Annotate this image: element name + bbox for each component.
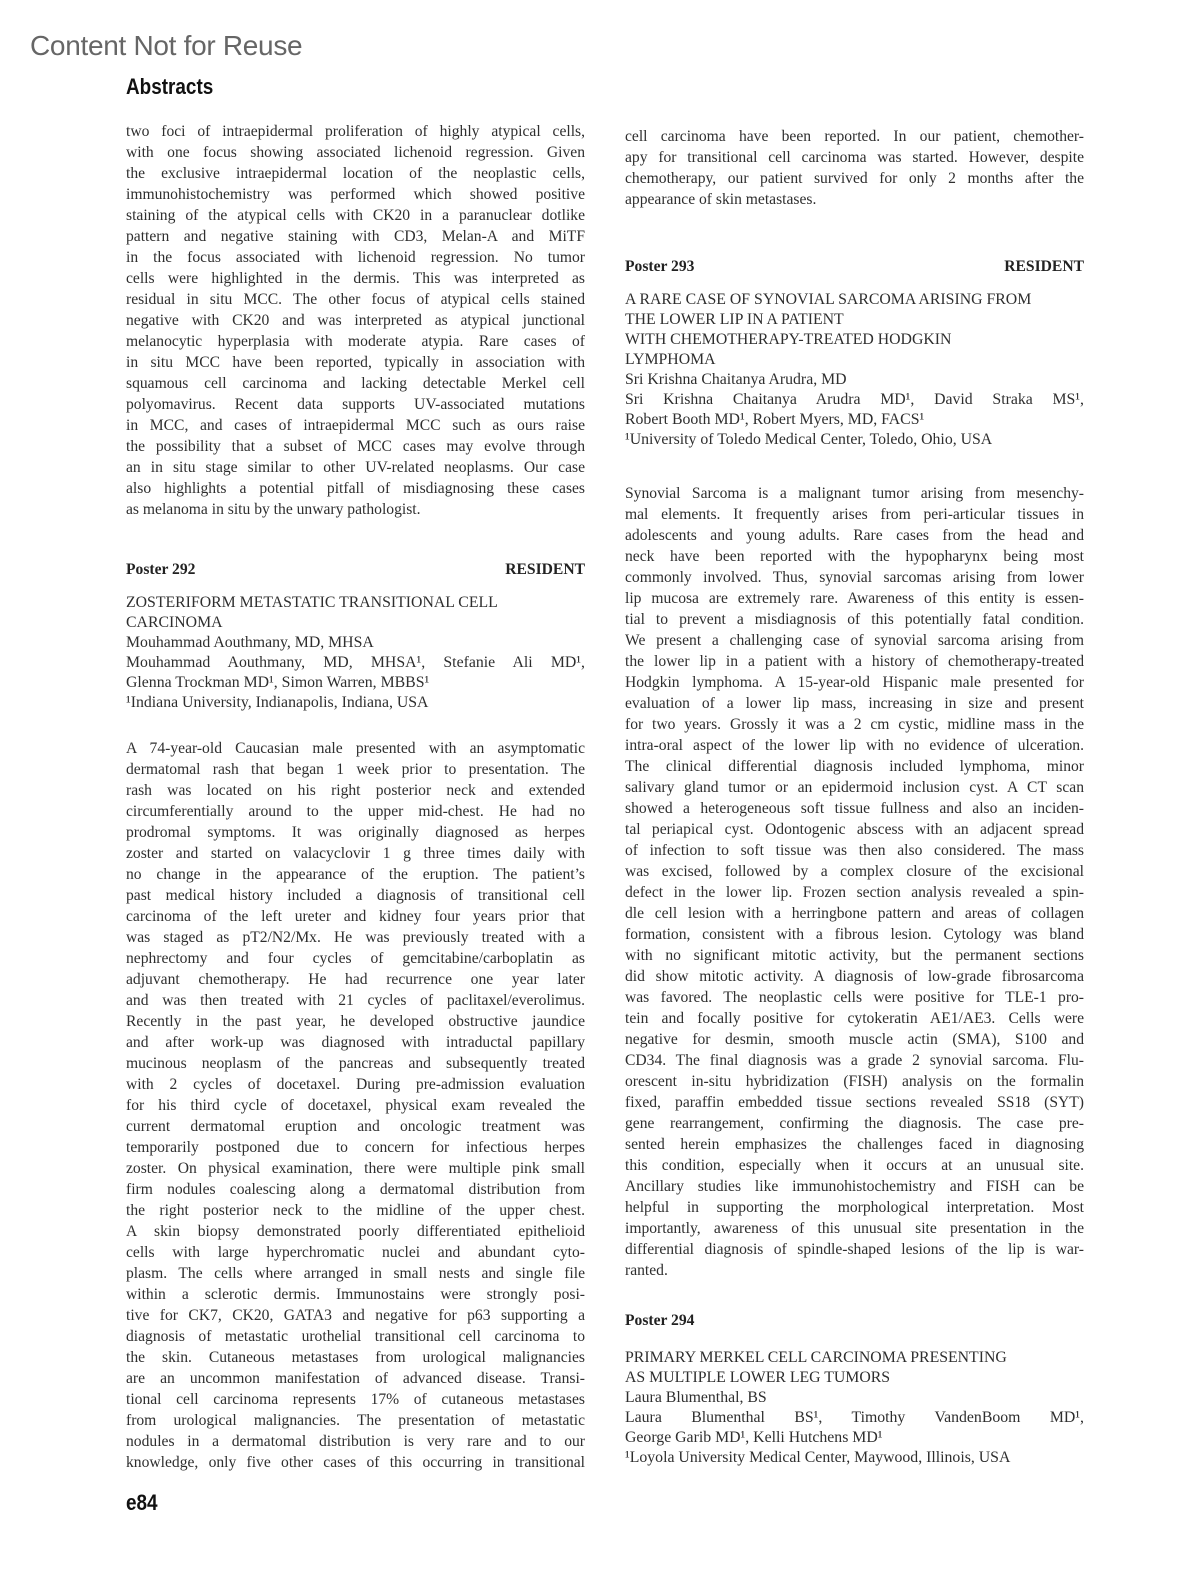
poster-293-title [625, 290, 1084, 370]
poster-label: Poster 293 [625, 258, 695, 275]
text-line: and after work-up was diagnosed with intraductal papillary [126, 1034, 585, 1051]
affiliation: ¹Indiana University, Indianapolis, Indiana, USA [126, 694, 429, 711]
text-line: helpful in supporting the morphological interpretation. Most [625, 1199, 1084, 1216]
presenter: Sri Krishna Chaitanya Arudra, MD [625, 371, 847, 388]
text-line: with no significant mitotic activity, but the permanent sections [625, 947, 1084, 964]
presenter: Mouhammad Aouthmany, MD, MHSA [126, 634, 374, 651]
text-line: commonly involved. Thus, synovial sarcomas arising from lower [625, 569, 1084, 586]
text-line: the possibility that a subset of MCC cases may evolve through [126, 438, 585, 455]
text-line: in MCC, and cases of intraepidermal MCC such as ours raise [126, 417, 585, 434]
text-line: gene rearrangement, confirming the diagnosis. The case pre- [625, 1115, 1084, 1132]
text-line: was favored. The neoplastic cells were positive for TLE-1 pro- [625, 989, 1084, 1006]
text-line: tial to prevent a misdiagnosis of this potentially fatal condition. [625, 611, 1084, 628]
presenter: Laura Blumenthal, BS [625, 1389, 767, 1406]
text-line: this condition, especially when it occurs at an unusual site. [625, 1157, 1084, 1174]
resident-badge: RESIDENT [505, 561, 585, 578]
text-line: nodules in a dermatomal distribution is very rare and to our [126, 1433, 585, 1450]
text-line: chemotherapy, our patient survived for only 2 months after the [625, 170, 1084, 187]
text-line: staining of the atypical cells with CK20 in a paranuclear dotlike [126, 207, 585, 224]
text-line: rash was located on his right posterior neck and extended [126, 782, 585, 799]
text-line: mucinous neoplasm of the pancreas and subsequently treated [126, 1055, 585, 1072]
text-line: dle cell lesion with a herringbone pattern and areas of collagen [625, 905, 1084, 922]
page-number: e84 [126, 1490, 158, 1515]
text-line: tional cell carcinoma represents 17% of cutaneous metastases [126, 1391, 585, 1408]
title-line: LYMPHOMA [625, 351, 716, 368]
poster-294-affiliation [625, 1448, 1084, 1468]
text-line: as melanoma in situ by the unwary pathologist. [126, 501, 421, 518]
text-line: immunohistochemistry was performed which showed positive [126, 186, 585, 203]
text-line: neck have been reported with the hypopharynx being most [625, 548, 1084, 565]
text-line: mal elements. It frequently arises from peri-articular tissues in [625, 506, 1084, 523]
text-line: did show mitotic activity. A diagnosis of low-grade fibrosarcoma [625, 968, 1084, 985]
poster-294-title [625, 1348, 1084, 1388]
text-line: negative with CK20 and was interpreted as atypical junctional [126, 312, 585, 329]
text-line: tal periapical cyst. Odontogenic abscess with an adjacent spread [625, 821, 1084, 838]
poster-293-affiliation [625, 430, 1084, 450]
poster-292-authors [126, 653, 585, 693]
text-line: The clinical differential diagnosis included lymphoma, minor [625, 758, 1084, 775]
text-line: temporarily postponed due to concern for infectious herpes [126, 1139, 585, 1156]
text-line: are an uncommon manifestation of advanced disease. Transi- [126, 1370, 585, 1387]
text-line: also highlights a potential pitfall of misdiagnosing these cases [126, 480, 585, 497]
text-line: squamous cell carcinoma and lacking detectable Merkel cell [126, 375, 585, 392]
text-line: A skin biopsy demonstrated poorly differentiated epithelioid [126, 1223, 585, 1240]
text-line: knowledge, only five other cases of this occurring in transitional [126, 1454, 585, 1471]
text-line: differential diagnosis of spindle-shaped lesions of the lip is war- [625, 1241, 1084, 1258]
text-line: in the focus associated with lichenoid regression. No tumor [126, 249, 585, 266]
text-line: A 74-year-old Caucasian male presented with an asymptomatic [126, 740, 585, 757]
text-line: with one focus showing associated lichenoid regression. Given [126, 144, 585, 161]
authors-line: Glenna Trockman MD¹, Simon Warren, MBBS¹ [126, 674, 430, 691]
authors-line: George Garib MD¹, Kelli Hutchens MD¹ [625, 1429, 883, 1446]
affiliation: ¹University of Toledo Medical Center, Toledo, Ohio, USA [625, 431, 993, 448]
text-line: zoster and started on valacyclovir 1 g three times daily with [126, 845, 585, 862]
text-line: adjuvant chemotherapy. He had recurrence one year later [126, 971, 585, 988]
text-line: intra-oral aspect of the lower lip with no evidence of ulceration. [625, 737, 1084, 754]
text-line: and was then treated with 21 cycles of paclitaxel/everolimus. [126, 992, 585, 1009]
text-line: tein and focally positive for cytokeratin AE1/AE3. Cells were [625, 1010, 1084, 1027]
text-line: from urological malignancies. The presentation of metastatic [126, 1412, 585, 1429]
title-line: A RARE CASE OF SYNOVIAL SARCOMA ARISING FROM [625, 291, 1032, 308]
poster-293-body [625, 483, 1084, 1281]
text-line: importantly, awareness of this unusual site presentation in the [625, 1220, 1084, 1237]
text-line: salivary gland tumor or an epidermoid inclusion cyst. A CT scan [625, 779, 1084, 796]
text-line: Recently in the past year, he developed obstructive jaundice [126, 1013, 585, 1030]
text-line: ranted. [625, 1262, 668, 1279]
text-line: apy for transitional cell carcinoma was started. However, despite [625, 149, 1084, 166]
text-line: orescent in-situ hybridization (FISH) analysis on the formalin [625, 1073, 1084, 1090]
text-line: adolescents and young adults. Rare cases from the head and [625, 527, 1084, 544]
text-line: cells were highlighted in the dermis. This was interpreted as [126, 270, 585, 287]
text-line: showed a heterogeneous soft tissue fullness and also an inciden- [625, 800, 1084, 817]
text-line: was excised, followed by a complex closure of the excisional [625, 863, 1084, 880]
text-line: the exclusive intraepidermal location of the neoplastic cells, [126, 165, 585, 182]
authors-line: Mouhammad Aouthmany, MD, MHSA¹, Stefanie Ali MD¹, [126, 654, 585, 671]
text-line: with 2 cycles of docetaxel. During pre-admission evaluation [126, 1076, 585, 1093]
poster-292-title [126, 593, 585, 633]
text-line: circumferentially around to the upper mid-chest. He had no [126, 803, 585, 820]
continued-paragraph-right [625, 126, 1084, 210]
text-line: the skin. Cutaneous metastases from urological malignancies [126, 1349, 585, 1366]
poster-294-presenter [625, 1388, 1084, 1408]
poster-292-header [126, 561, 585, 579]
text-line: plasm. The cells where arranged in small nests and single file [126, 1265, 585, 1282]
text-line: We present a challenging case of synovial sarcoma arising from [625, 632, 1084, 649]
text-line: the lower lip in a patient with a history of chemotherapy-treated [625, 653, 1084, 670]
poster-293-header [625, 258, 1084, 276]
text-line: Hodgkin lymphoma. A 15-year-old Hispanic male presented for [625, 674, 1084, 691]
title-line: PRIMARY MERKEL CELL CARCINOMA PRESENTING [625, 1349, 1007, 1366]
text-line: fixed, paraffin embedded tissue sections revealed SS18 (SYT) [625, 1094, 1084, 1111]
text-line: dermatomal rash that began 1 week prior to presentation. The [126, 761, 585, 778]
affiliation: ¹Loyola University Medical Center, Maywood, Illinois, USA [625, 1449, 1011, 1466]
text-line: an in situ stage similar to other UV-related neoplasms. Our case [126, 459, 585, 476]
title-line: ZOSTERIFORM METASTATIC TRANSITIONAL CELL [126, 594, 498, 611]
text-line: past medical history included a diagnosis of transitional cell [126, 887, 585, 904]
text-line: Ancillary studies like immunohistochemistry and FISH can be [625, 1178, 1084, 1195]
poster-294-authors [625, 1408, 1084, 1448]
text-line: sented herein emphasizes the challenges faced in diagnosing [625, 1136, 1084, 1153]
text-line: prodromal symptoms. It was originally diagnosed as herpes [126, 824, 585, 841]
watermark: Content Not for Reuse [30, 30, 303, 61]
text-line: formation, consistent with a fibrous lesion. Cytology was bland [625, 926, 1084, 943]
text-line: of infection to soft tissue was then also considered. The mass [625, 842, 1084, 859]
text-line: Synovial Sarcoma is a malignant tumor arising from mesenchy- [625, 485, 1084, 502]
text-line: the right posterior neck to the midline of the upper chest. [126, 1202, 585, 1219]
text-line: pattern and negative staining with CD3, Melan-A and MiTF [126, 228, 585, 245]
poster-292-affiliation [126, 693, 585, 713]
text-line: polyomavirus. Recent data supports UV-associated mutations [126, 396, 585, 413]
text-line: was staged as pT2/N2/Mx. He was previously treated with a [126, 929, 585, 946]
resident-badge: RESIDENT [1004, 258, 1084, 275]
text-line: residual in situ MCC. The other focus of atypical cells stained [126, 291, 585, 308]
title-line: WITH CHEMOTHERAPY-TREATED HODGKIN [625, 331, 952, 348]
text-line: negative for desmin, smooth muscle actin (SMA), S100 and [625, 1031, 1084, 1048]
text-line: defect in the lower lip. Frozen section analysis revealed a spin- [625, 884, 1084, 901]
poster-292-body [126, 738, 585, 1473]
title-line: CARCINOMA [126, 614, 223, 631]
title-line: AS MULTIPLE LOWER LEG TUMORS [625, 1369, 891, 1386]
text-line: cell carcinoma have been reported. In our patient, chemother- [625, 128, 1084, 145]
continued-paragraph-left [126, 121, 585, 520]
poster-label: Poster 292 [126, 561, 196, 578]
text-line: in situ MCC have been reported, typically in association with [126, 354, 585, 371]
text-line: zoster. On physical examination, there were multiple pink small [126, 1160, 585, 1177]
text-line: no change in the appearance of the eruption. The patient’s [126, 866, 585, 883]
text-line: CD34. The final diagnosis was a grade 2 synovial sarcoma. Flu- [625, 1052, 1084, 1069]
text-line: diagnosis of metastatic urothelial transitional cell carcinoma to [126, 1328, 585, 1345]
authors-line: Laura Blumenthal BS¹, Timothy VandenBoom MD¹, [625, 1409, 1084, 1426]
poster-292-presenter [126, 633, 585, 653]
text-line: cells with large hyperchromatic nuclei and abundant cyto- [126, 1244, 585, 1261]
authors-line: Sri Krishna Chaitanya Arudra MD¹, David Straka MS¹, [625, 391, 1084, 408]
text-line: lip mucosa are extremely rare. Awareness of this entity is essen- [625, 590, 1084, 607]
poster-294-header [625, 1312, 1084, 1330]
title-line: THE LOWER LIP IN A PATIENT [625, 311, 844, 328]
section-title: Abstracts [126, 74, 214, 99]
text-line: firm nodules coalescing along a dermatomal distribution from [126, 1181, 585, 1198]
text-line: appearance of skin metastases. [625, 191, 817, 208]
text-line: within a sclerotic dermis. Immunostains were strongly posi- [126, 1286, 585, 1303]
poster-293-presenter [625, 370, 1084, 390]
text-line: evaluation of a lower lip mass, increasing in size and present [625, 695, 1084, 712]
text-line: tive for CK7, CK20, GATA3 and negative for p63 supporting a [126, 1307, 585, 1324]
poster-293-authors [625, 390, 1084, 430]
text-line: current dermatomal eruption and oncologic treatment was [126, 1118, 585, 1135]
text-line: for his third cycle of docetaxel, physical exam revealed the [126, 1097, 585, 1114]
text-line: two foci of intraepidermal proliferation of highly atypical cells, [126, 123, 585, 140]
text-line: carcinoma of the left ureter and kidney four years prior that [126, 908, 585, 925]
text-line: for two years. Grossly it was a 2 cm cystic, midline mass in the [625, 716, 1084, 733]
text-line: nephrectomy and four cycles of gemcitabine/carboplatin as [126, 950, 585, 967]
poster-label: Poster 294 [625, 1312, 695, 1329]
text-line: melanocytic hyperplasia with moderate atypia. Rare cases of [126, 333, 585, 350]
authors-line: Robert Booth MD¹, Robert Myers, MD, FACS¹ [625, 411, 925, 428]
